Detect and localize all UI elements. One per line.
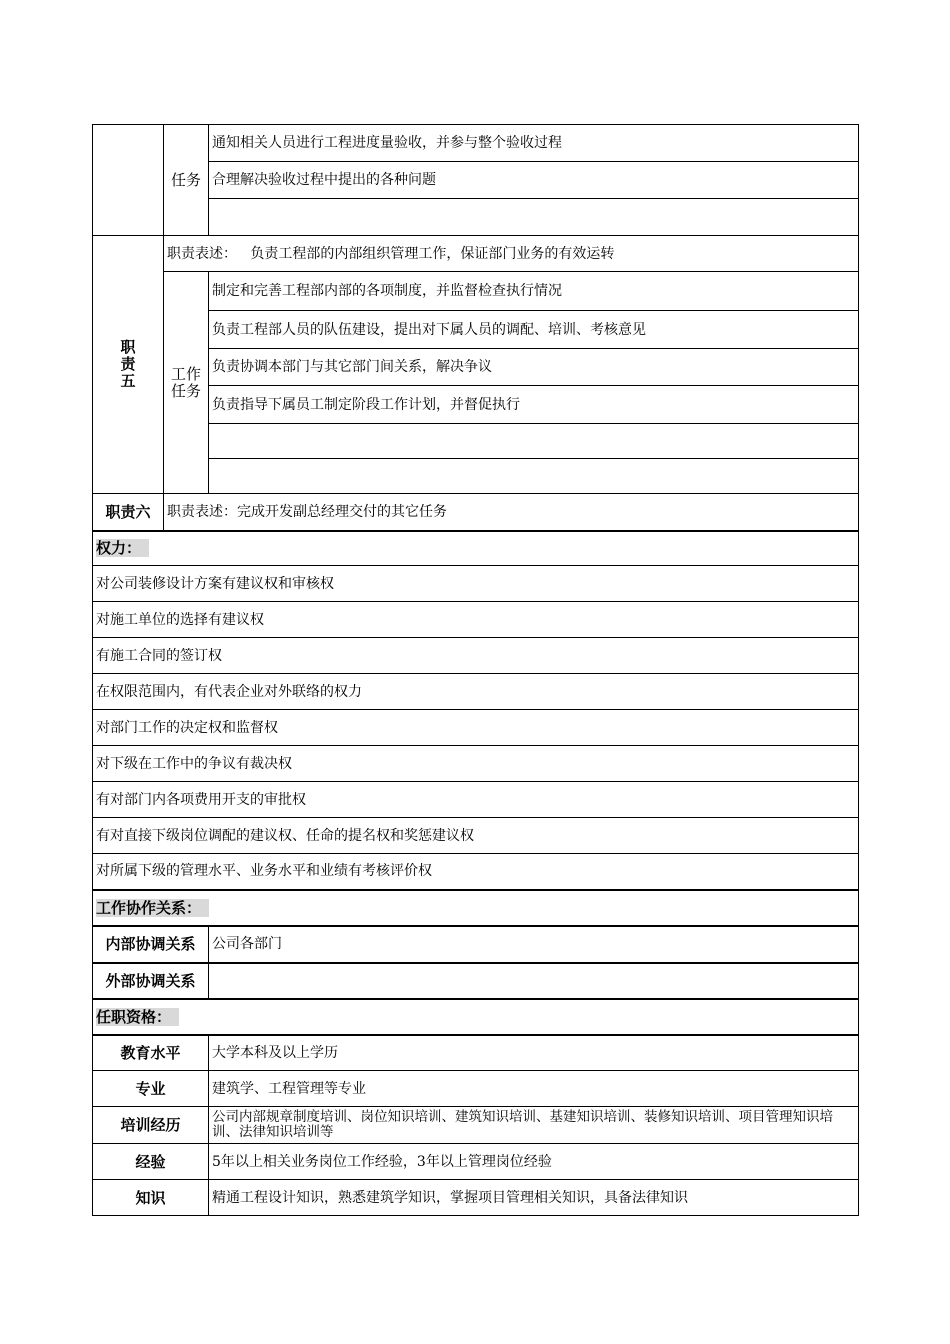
authority-item-3: 有施工合同的签订权 bbox=[93, 638, 859, 674]
qualification-value-knowledge: 精通工程设计知识，熟悉建筑学知识，掌握项目管理相关知识，具备法律知识 bbox=[209, 1180, 859, 1216]
duty-four-task-1: 通知相关人员进行工程进度量验收，并参与整个验收过程 bbox=[209, 125, 859, 162]
duty-five-label-text: 职责五 bbox=[120, 338, 136, 390]
qualification-row bbox=[93, 1035, 859, 1071]
authority-row bbox=[93, 782, 859, 818]
authority-row bbox=[93, 674, 859, 710]
authority-heading-row bbox=[93, 531, 859, 566]
duty-six-row bbox=[93, 494, 859, 531]
duty-four-task-2: 合理解决验收过程中提出的各种问题 bbox=[209, 162, 859, 199]
qualification-value-major: 建筑学、工程管理等专业 bbox=[209, 1071, 859, 1107]
authority-row bbox=[93, 602, 859, 638]
qualification-value-education: 大学本科及以上学历 bbox=[209, 1035, 859, 1071]
duty-five-task-6 bbox=[209, 459, 859, 494]
authority-heading: 权力： bbox=[96, 539, 149, 557]
authority-item-1: 对公司装修设计方案有建议权和审核权 bbox=[93, 566, 859, 602]
external-relations-label: 外部协调关系 bbox=[93, 963, 209, 999]
authority-item-9: 对所属下级的管理水平、业务水平和业绩有考核评价权 bbox=[93, 854, 859, 890]
authority-row bbox=[93, 818, 859, 854]
authority-item-8: 有对直接下级岗位调配的建议权、任命的提名权和奖惩建议权 bbox=[93, 818, 859, 854]
duty-five-task-3: 负责协调本部门与其它部门间关系，解决争议 bbox=[209, 349, 859, 386]
qualification-label-experience: 经验 bbox=[93, 1144, 209, 1180]
qualification-row bbox=[93, 1107, 859, 1144]
job-description-sheet bbox=[92, 124, 858, 1216]
authority-row bbox=[93, 710, 859, 746]
duty-five-label bbox=[93, 236, 164, 494]
duty-four-task-row bbox=[93, 125, 859, 162]
authority-item-2: 对施工单位的选择有建议权 bbox=[93, 602, 859, 638]
internal-relations-value: 公司各部门 bbox=[209, 926, 859, 963]
duty-five-task-label bbox=[164, 272, 209, 494]
qualification-value-experience: 5年以上相关业务岗位工作经验，3年以上管理岗位经验 bbox=[209, 1144, 859, 1180]
authority-row bbox=[93, 746, 859, 782]
internal-relations-label: 内部协调关系 bbox=[93, 926, 209, 963]
duty-six-label: 职责六 bbox=[93, 494, 164, 531]
duty-five-task-1: 制定和完善工程部内部的各项制度，并监督检查执行情况 bbox=[209, 272, 859, 311]
duty-six-statement: 职责表述：完成开发副总经理交付的其它任务 bbox=[164, 494, 859, 531]
internal-relations-row bbox=[93, 926, 859, 963]
authority-item-6: 对下级在工作中的争议有裁决权 bbox=[93, 746, 859, 782]
qualification-row bbox=[93, 1144, 859, 1180]
duty-four-task-label: 任务 bbox=[164, 125, 209, 236]
authority-item-4: 在权限范围内，有代表企业对外联络的权力 bbox=[93, 674, 859, 710]
relations-heading: 工作协作关系： bbox=[96, 899, 209, 917]
relations-heading-row bbox=[93, 890, 859, 926]
duty-five-task-label-text: 工作任务 bbox=[170, 364, 201, 400]
qualification-value-training: 公司内部规章制度培训、岗位知识培训、建筑知识培训、基建知识培训、装修知识培训、项目管理知识培训、法律知识培训等 bbox=[209, 1107, 859, 1144]
external-relations-row bbox=[93, 963, 859, 999]
qualification-row bbox=[93, 1180, 859, 1216]
authority-heading-cell bbox=[93, 531, 859, 566]
authority-row bbox=[93, 854, 859, 890]
qualification-label-major: 专业 bbox=[93, 1071, 209, 1107]
authority-item-7: 有对部门内各项费用开支的审批权 bbox=[93, 782, 859, 818]
qualifications-heading: 任职资格： bbox=[96, 1008, 179, 1026]
job-description-table bbox=[92, 124, 859, 1216]
qualification-label-education: 教育水平 bbox=[93, 1035, 209, 1071]
duty-five-task-4: 负责指导下属员工制定阶段工作计划，并督促执行 bbox=[209, 386, 859, 424]
external-relations-value bbox=[209, 963, 859, 999]
duty-five-task-5 bbox=[209, 424, 859, 459]
relations-heading-cell bbox=[93, 890, 859, 926]
duty-four-task-3 bbox=[209, 199, 859, 236]
duty-five-statement-row bbox=[93, 236, 859, 272]
duty-five-task-2: 负责工程部人员的队伍建设，提出对下属人员的调配、培训、考核意见 bbox=[209, 311, 859, 349]
authority-row bbox=[93, 638, 859, 674]
duty-five-statement: 职责表述： 负责工程部的内部组织管理工作，保证部门业务的有效运转 bbox=[164, 236, 859, 272]
qualification-label-knowledge: 知识 bbox=[93, 1180, 209, 1216]
qualifications-heading-cell bbox=[93, 999, 859, 1035]
qualifications-heading-row bbox=[93, 999, 859, 1035]
authority-item-5: 对部门工作的决定权和监督权 bbox=[93, 710, 859, 746]
duty-five-task-row bbox=[93, 272, 859, 311]
duty-four-label-cell bbox=[93, 125, 164, 236]
qualification-row bbox=[93, 1071, 859, 1107]
authority-row bbox=[93, 566, 859, 602]
qualification-label-training: 培训经历 bbox=[93, 1107, 209, 1144]
